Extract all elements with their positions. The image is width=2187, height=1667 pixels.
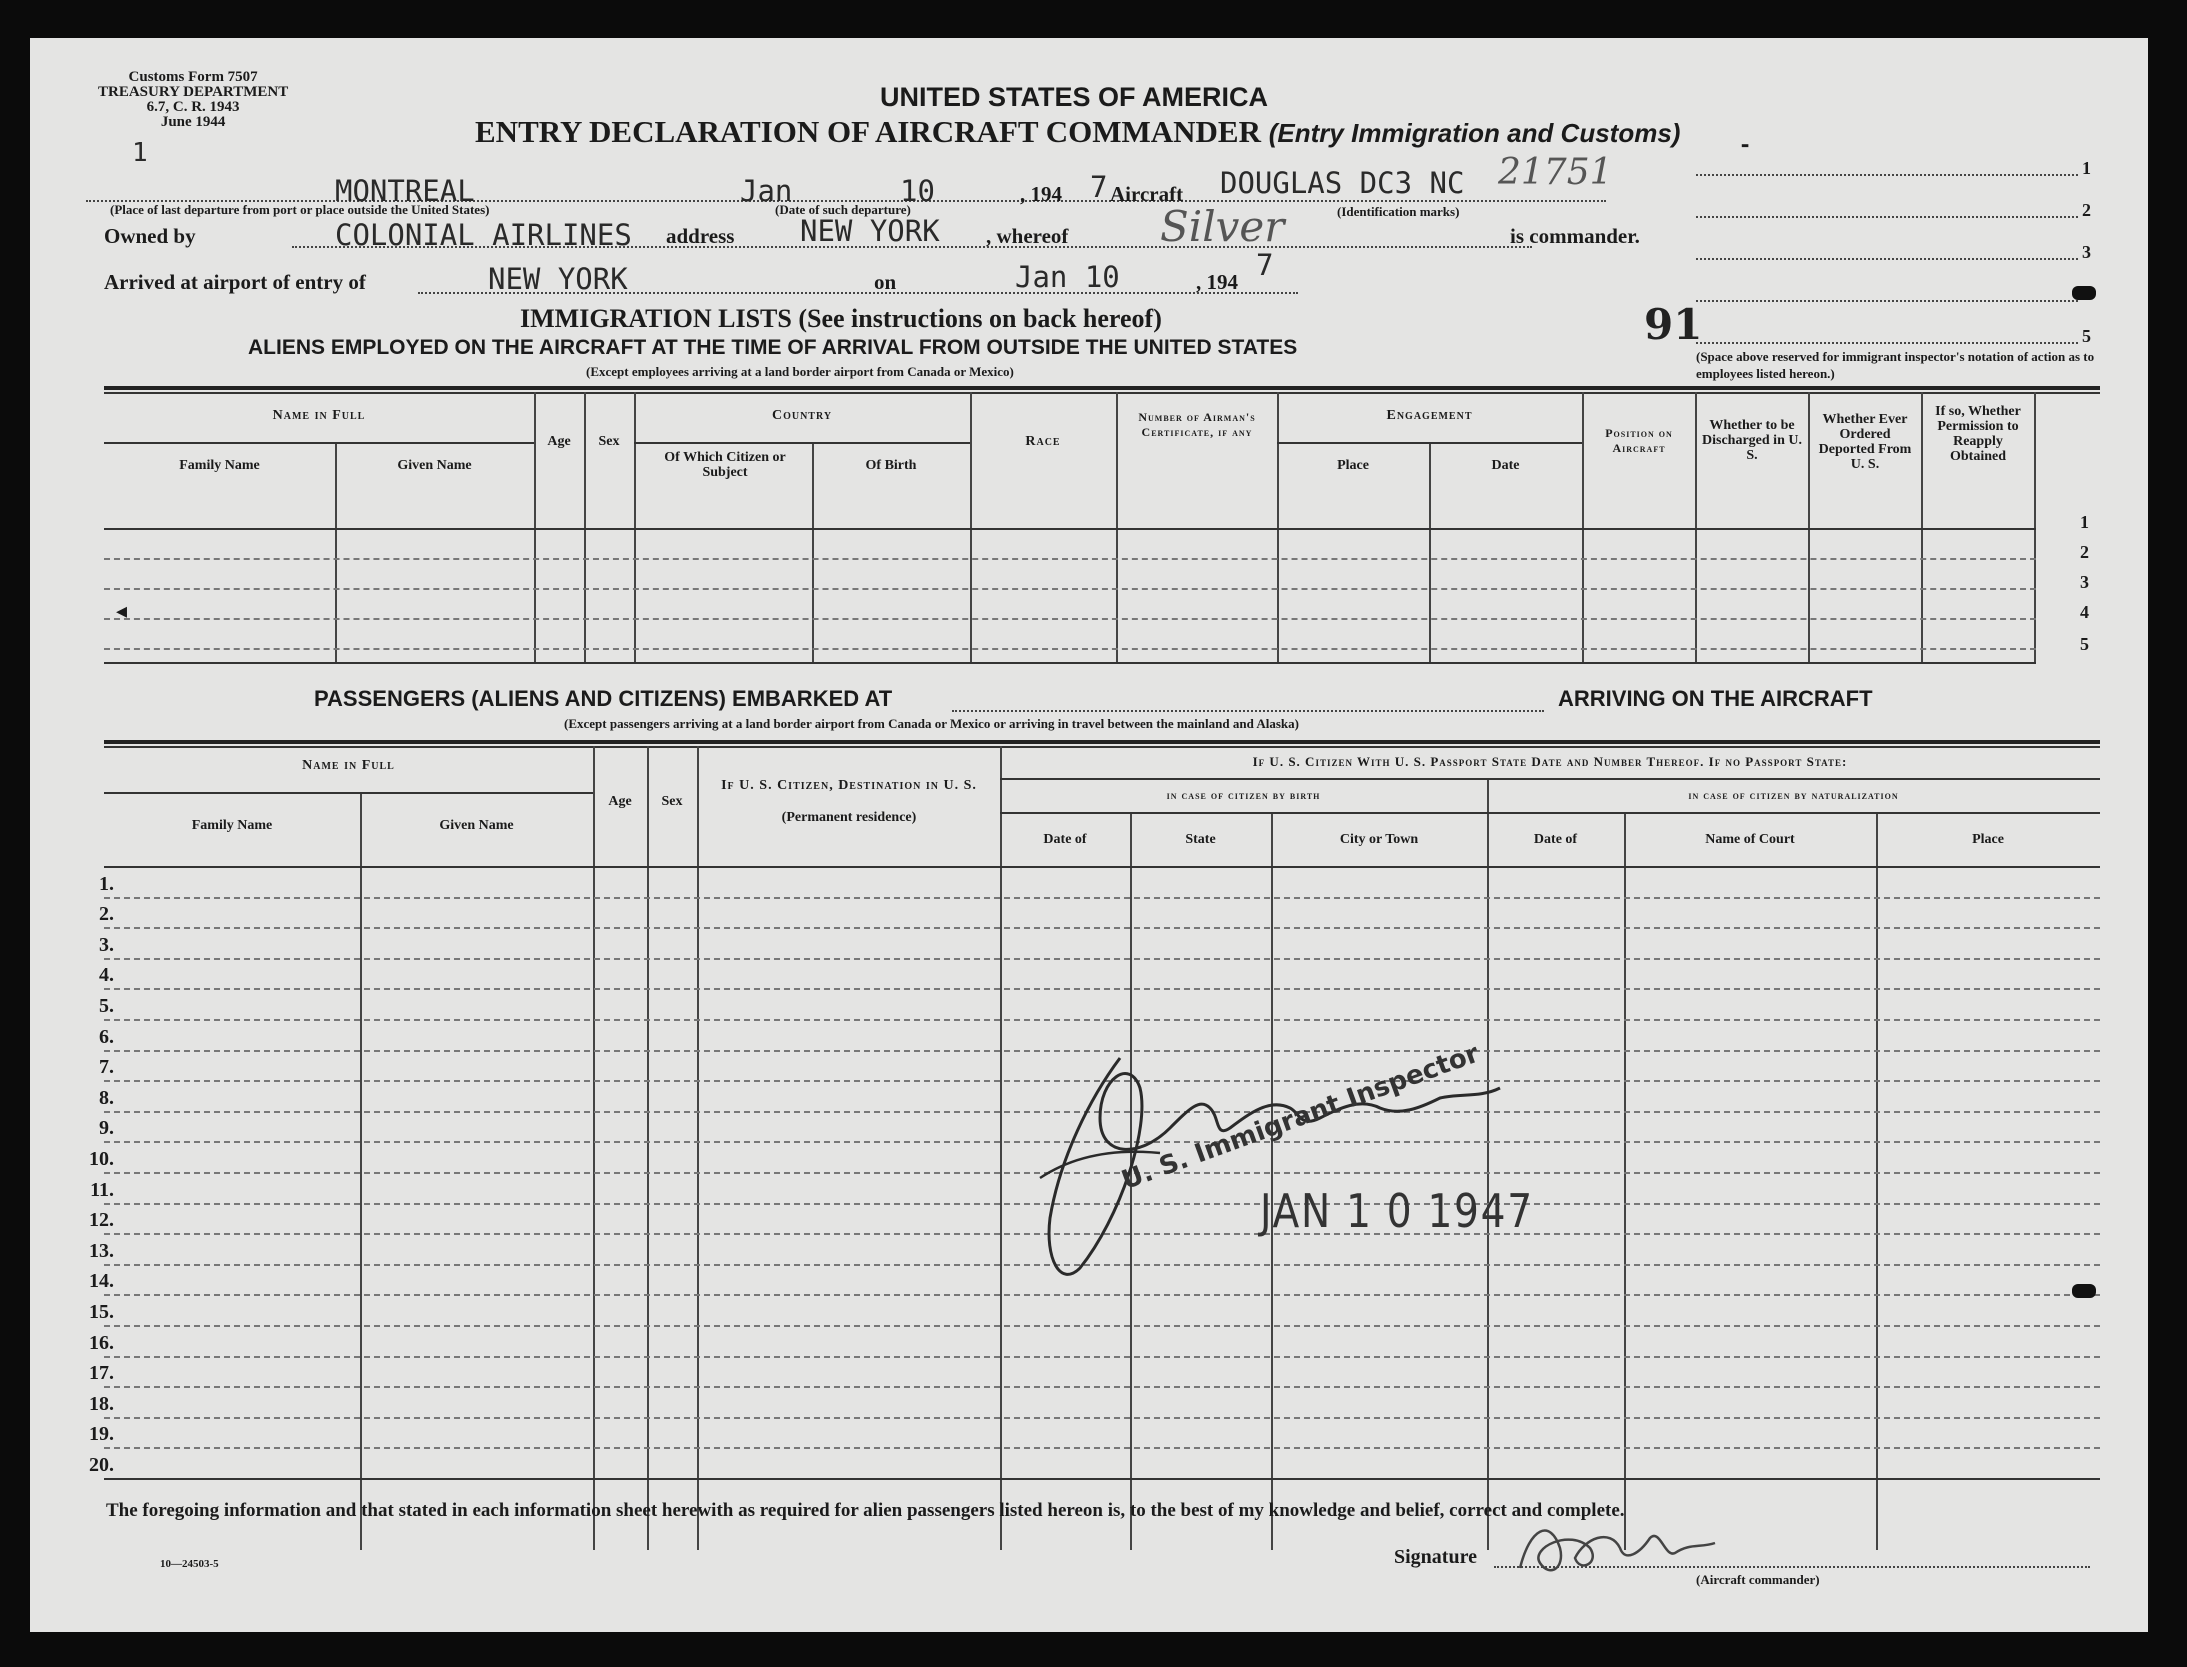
aliens-col-date: Date: [1491, 458, 1520, 473]
departure-date-caption: (Date of such departure): [775, 202, 911, 217]
aliens-row-3: 3: [2080, 572, 2089, 592]
title-italic: (Entry Immigration and Customs): [1268, 118, 1681, 148]
passenger-row-number: 12.: [89, 1209, 114, 1232]
passenger-row: [104, 927, 2100, 929]
aliens-col-deported: Whether Ever Ordered Deported From U. S.: [1818, 412, 1912, 472]
passengers-col-date-of-2: Date of: [1533, 832, 1578, 847]
inspector-mark: 91: [1644, 300, 1703, 349]
passenger-row-number: 10.: [89, 1148, 114, 1170]
immigration-subtitle: ALIENS EMPLOYED ON THE AIRCRAFT AT THE TIME OF ARRIVAL FROM OUTSIDE THE UNITED STATES: [248, 336, 1298, 359]
passenger-row: [104, 1386, 2100, 1388]
aliens-col-certificate: Number of Airman's Certificate, if any: [1138, 410, 1256, 439]
passenger-row-number: 9.: [99, 1117, 114, 1140]
aliens-col-engagement: Engagement: [1386, 408, 1473, 423]
aircraft-number: 21751: [1498, 152, 1613, 193]
form-line-1: Customs Form 7507: [128, 69, 258, 85]
passenger-row: [104, 897, 2100, 899]
aliens-col-age: Age: [547, 434, 571, 449]
immigration-title: IMMIGRATION LISTS (See instructions on back hereof): [520, 304, 1162, 333]
signature-caption: (Aircraft commander): [1696, 1572, 1820, 1587]
passenger-row: [104, 1417, 2100, 1419]
edge-mark: ◂: [116, 598, 128, 624]
passenger-row-number: 5.: [99, 995, 114, 1017]
inspector-stamp: U. S. Immigrant Inspector: [1117, 1038, 1484, 1196]
passenger-row: [104, 1019, 2100, 1021]
passengers-col-sex: Sex: [661, 794, 683, 809]
panel-line-2: 2: [2082, 200, 2091, 220]
form-code: 10—24503-5: [160, 1558, 219, 1570]
passenger-row-number: 11.: [90, 1178, 114, 1201]
aliens-row-2: 2: [2080, 542, 2089, 562]
passengers-col-destination-sub: (Permanent residence): [781, 810, 917, 825]
passengers-title-left: PASSENGERS (ALIENS AND CITIZENS) EMBARKED AT: [314, 686, 893, 711]
aliens-col-sex: Sex: [598, 434, 620, 449]
passengers-col-place: Place: [1972, 832, 2004, 847]
aliens-col-family: Family Name: [179, 458, 260, 473]
passengers-col-name: Name in Full: [302, 758, 395, 773]
departure-place-caption: (Place of last departure from port or place outside the United States): [110, 202, 490, 217]
address-label: address: [666, 224, 735, 248]
title-main: ENTRY DECLARATION OF AIRCRAFT COMMANDER: [475, 114, 1261, 149]
signature-label: Signature: [1394, 1546, 1477, 1568]
passenger-row: [104, 1478, 2100, 1480]
departure-day: 10: [900, 174, 935, 208]
panel-line-3: 3: [2082, 242, 2091, 262]
whereof-label: , whereof: [986, 224, 1069, 248]
punch-mark-lower: [2072, 1284, 2096, 1298]
passengers-note: (Except passengers arriving at a land border airport from Canada or Mexico or arriving in travel between the mainland and Alaska): [564, 716, 1299, 731]
aliens-col-permission: If so, Whether Permission to Reapply Obtained: [1935, 404, 2021, 464]
arrival-date: Jan 10: [1015, 260, 1120, 294]
inspector-signature: [1000, 1038, 1600, 1328]
commander-label: is commander.: [1510, 224, 1640, 248]
passenger-row: [104, 988, 2100, 990]
passengers-title-right: ARRIVING ON THE AIRCRAFT: [1558, 686, 1873, 711]
passenger-row-number: 19.: [89, 1423, 114, 1446]
owner-name: COLONIAL AIRLINES: [335, 218, 632, 252]
aircraft-caption: (Identification marks): [1337, 204, 1460, 219]
aircraft-label: Aircraft: [1110, 182, 1184, 206]
passengers-col-family: Family Name: [191, 818, 273, 833]
inspector-note: (Space above reserved for immigrant inspector's notation of action as to employees listed hereon.): [1696, 349, 2095, 381]
aliens-col-name: Name in Full: [272, 408, 366, 423]
aliens-col-given: Given Name: [397, 458, 472, 473]
arrival-label: Arrived at airport of entry of: [104, 270, 366, 294]
passengers-col-date-of: Date of: [1043, 832, 1087, 847]
owner-address: NEW YORK: [800, 214, 940, 248]
passengers-col-city: City or Town: [1339, 832, 1419, 847]
passengers-col-given: Given Name: [439, 818, 514, 833]
aliens-row-4: 4: [2080, 602, 2089, 622]
aliens-col-position: Position on Aircraft: [1605, 426, 1673, 455]
aliens-row-1: 1: [2080, 512, 2089, 532]
form-line-4: June 1944: [160, 114, 226, 130]
commander-name: Silver: [1160, 202, 1285, 251]
arrival-on-label: on: [874, 270, 897, 294]
passengers-col-destination: If U. S. Citizen, Destination in U. S.: [721, 778, 977, 793]
passenger-row-number: 13.: [89, 1239, 114, 1262]
arrival-year-digit: 7: [1256, 248, 1274, 282]
aliens-row-5: 5: [2080, 634, 2089, 654]
panel-line-1: 1: [2082, 158, 2091, 178]
passenger-row-number: 3.: [99, 933, 114, 956]
passengers-col-age: Age: [608, 794, 632, 809]
title-mark: ⁃: [1740, 134, 1750, 158]
form-identifier: [98, 70, 288, 130]
aliens-col-place: Place: [1337, 458, 1369, 473]
departure-place: MONTREAL: [335, 174, 475, 208]
passengers-col-naturalization: in case of citizen by naturalization: [1688, 788, 1899, 802]
title-country: UNITED STATES OF AMERICA: [880, 82, 1268, 112]
passengers-col-birth: in case of citizen by birth: [1166, 788, 1321, 802]
passenger-row: [104, 1447, 2100, 1449]
page-number: 1: [132, 138, 148, 168]
passenger-row-number: 2.: [99, 903, 114, 926]
departure-year-prefix: , 194: [1020, 182, 1062, 206]
arrival-year-prefix: , 194: [1196, 270, 1238, 294]
inspector-date-stamp: JAN 1 0 1947: [1260, 1184, 1534, 1238]
passenger-row-number: 15.: [89, 1301, 114, 1323]
passengers-col-passport: If U. S. Citizen With U. S. Passport State Date and Number Thereof. If no Passport State:: [1252, 754, 1848, 769]
aliens-col-birth: Of Birth: [865, 458, 917, 473]
passenger-row-number: 14.: [89, 1270, 114, 1293]
passengers-col-court: Name of Court: [1705, 832, 1795, 847]
owner-label: Owned by: [104, 224, 196, 248]
declaration-text: The foregoing information and that stated in each information sheet herewith as required for alien passengers listed hereon is, to the best of my knowledge and belief, correct and complete.: [106, 1500, 1625, 1521]
passenger-row-number: 18.: [89, 1392, 114, 1415]
passenger-row: [104, 1356, 2100, 1358]
form-line-2: TREASURY DEPARTMENT: [98, 84, 289, 100]
aliens-col-discharged: Whether to be Discharged in U. S.: [1702, 418, 1802, 463]
passenger-row-number: 20.: [89, 1454, 114, 1476]
form-line-3: 6.7, C. R. 1943: [146, 99, 240, 115]
punch-mark: [2072, 286, 2096, 300]
aircraft-identification: DOUGLAS DC3 NC: [1220, 166, 1465, 200]
passenger-row-number: 8.: [99, 1086, 114, 1109]
departure-year-digit: 7: [1090, 170, 1108, 204]
aliens-col-citizen: Of Which Citizen or Subject: [664, 450, 786, 480]
passenger-row-number: 1.: [99, 872, 114, 895]
panel-line-5: 5: [2082, 326, 2091, 346]
aliens-col-race: Race: [1025, 434, 1061, 449]
passenger-row-number: 16.: [89, 1331, 114, 1354]
form-sheet: [30, 38, 2148, 1632]
immigration-note: (Except employees arriving at a land border airport from Canada or Mexico): [586, 364, 1014, 379]
passenger-row-number: 7.: [99, 1056, 114, 1079]
passenger-row-number: 4.: [99, 964, 114, 987]
passenger-row-number: 17.: [89, 1362, 114, 1385]
departure-month: Jan: [740, 174, 793, 208]
passenger-row: [104, 958, 2100, 960]
passenger-row-number: 6.: [99, 1025, 114, 1048]
passengers-col-state: State: [1185, 832, 1216, 847]
page-title: [475, 114, 1680, 150]
arrival-airport: NEW YORK: [488, 262, 628, 296]
aliens-col-country: Country: [771, 408, 833, 423]
